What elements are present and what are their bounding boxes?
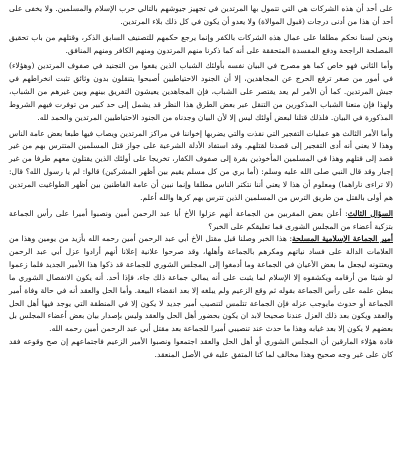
paragraph-third-matter: وأما الأمر الثالث هو عمليات التفجير التي نفذت والتي يضربها إخواننا في مراكز المرتدين ويصاب فيها طبعا بعض عامة الناس وهذا لا يعني أنه أدى التفجير إلى قصدنا لقتلهم. وقد استفاد الأدلة الشرعية على جواز قتل المسلمين المتترس بهم من غير قصد إلى قتلهم وهذا في المسلمين المأخوذين بقرة إلى صفوف الكفار، تخريجا على أولئك الذين يقتلون معهم طرفا من غير إجبار وقد قال النبي صلى الله عليه وسلم: (أما بري من كل مسلم يقيم بين أظهر المشركين) قالوا: لم يا رسول الله؟ قال: (لا تراءى ناراهما) ومعلوم أن هذا لا يعني أننا نتكتر الناس مطلقا وإنما نبين أن عامة القاطنين بين أظهر الطواغيت المرتدين هم أولى بالقتل من طريق الترس من المسلمين الذين تترس بهم كرها والله أعلم. bbox=[9, 128, 393, 202]
paragraph-ruling: ونحن لسنا نحكم مطلقا على عمال هذه الشركات بالكفر وإنما يرجع حكمهم للتصنيف السابق الذكر، وقتلهم من باب تحقيق المصلحة الراجحة ودفع المفسدة المتحققة على أنه كما ذكرنا منهم المرتدون ومنهم الكافر ومنهم المنافق. bbox=[9, 32, 393, 55]
paragraph-companies: على أحد أن هذه الشركات هي التي تتمول بها المرتدين في تجهيز جيوشهم بالتالي حرب الإسلام والمسلمين. ولا يخفى على أحد أن هذا من أدنى درجات (قبول الموالاة) ولا يعدو أن يكون في كل ذلك بلاء المرتدين. bbox=[9, 4, 393, 26]
paragraph-emir-answer: أمير الجماعة الإسلامية المسلحة: هذا الخبر وصلنا قبل مقتل الأخ أبي عبد الرحمن أمين رحمه الله بأزيد من يومين وهذا من العلامات الدالة على فساد نياتهم ومكرهم بالجماعة وأهلها، وقد صرحوا علانية إعلانا أنهم أرادوا عزل أبي عبد الرحمن ويعتنونه ليجعل ما بعض الأعيان في الجماعة وما أدمغوا إلى المجلس الشوري للجماعة قد ذكوا هذا الأمير الجديد فلما زعموا لو شيئا من أرقامه ويكشفوه إلا الإسلام لما يثبت على أنه يمالي جماعة ذلك جاء، فإذا أحد. أنه يكون الانفصال الشوري ما يبطن علمه على رأس الجماعة بقوله ثم وقع الزعيم ولم يبلغه إلا بعد انقضاء البيعة. وأما الحل والعقد أنه في حالة وفاة أمير الجماعة أو حدوث مايوجب عزله فإن الجماعة تتلمس لتنصيب أمير جديد لا يكون إلا في المنطقة التي يوجد فيها أهل الحل والعقد ويكون بعد ذلك العزل عندنا صحيحا لابد ان يكون بحضور أهل الحل والعقد وليس بإصدار بيان بعض أعضاء المجلس بل بعضهم لا يكون إلا بعد غيابه وهذا ما حدث عند تنصيبي أميرا للجماعة بعد مقتل أبي عبد الرحمن أمين رحمه الله. bbox=[9, 234, 393, 334]
paragraph-second-matter: وأما الثاني فهو خاص كما هو مصرح في البيان نفسه بأولئك الشباب الذين يقعوا من التجنيد في صفوف المرتدين (وهؤلاء) في أمور من صغر ترفع الحرج عن المجاهدين، إلا أن الجنود الاحتياطيين أصبحوا يتنقلون بدون وثائق تثبت انخراطهم في جيش المرتدين. كما أن الأمر لم يعد يقتصر على الشباب، فإن المجاهدين يعيشون التفريق بينهم وبين غيرهم من الشباب، ولهذا فإن منعنا الشباب المذكورين من التنقل عبر بعض الطرق هذا النظر قد يشمل إلى حد كبير من توفرت فيهم الشروط المذكورة في البيان. فلذلك قتلنا لبعض أولئك ليس إلا لأن البيان وجدناه من الجنود الاحتياطيين المرتدين والحمد لله. bbox=[9, 61, 393, 122]
lead-heading: السؤال الثالث bbox=[347, 208, 393, 218]
paragraph-closing: قادة هؤلاء المارقين أن المجلس الشوري أو أهل الحل والعقد اجتمعوا ونصبوا الأمير الزعيم فاجتماعهم إن صح وقوعه فقد كان على غير وجه صحيح وهذا مخالف لما كنا المتفق عليه في الأصل المنعقد. bbox=[9, 337, 393, 359]
paragraph-question-three: السؤال الثالث: أعلن بعض المقربين من الجماعة أنهم عزلوا الأخ أبا عبد الرحمن أمين ونصبوا أميرا على رأس الجماعة بتزكية أعضاء من المجلس الشورى فما تعليقكم على الخبر؟ bbox=[9, 208, 393, 231]
lead-heading: أمير الجماعة الإسلامية المسلحة bbox=[292, 234, 393, 244]
